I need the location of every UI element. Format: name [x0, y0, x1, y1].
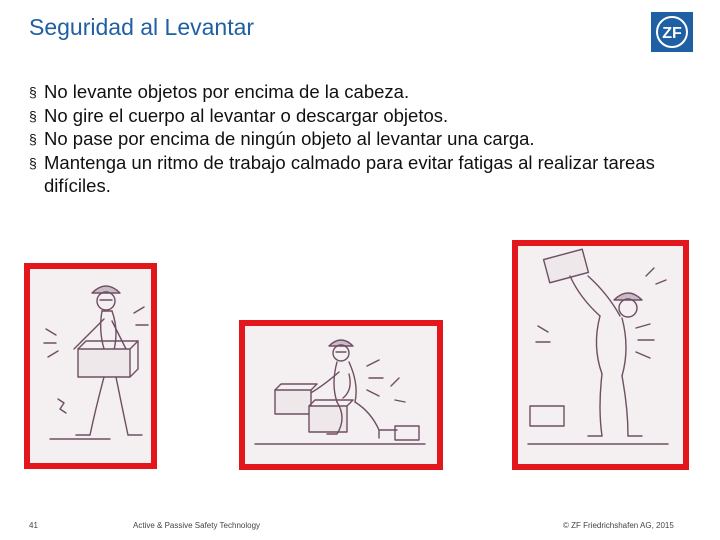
bullet-marker: §: [29, 84, 37, 100]
worker-twisting-illustration: [24, 263, 157, 469]
slide-title: Seguridad al Levantar: [29, 14, 255, 40]
footer-center-text: Active & Passive Safety Technology: [133, 521, 261, 530]
footer-copyright: © ZF Friedrichshafen AG, 2015: [563, 521, 674, 530]
bullet-item: [29, 80, 699, 104]
zf-logo: [651, 12, 693, 52]
page-number: 41: [29, 521, 38, 530]
bullet-item: [29, 104, 699, 128]
bullet-marker: §: [29, 154, 37, 171]
worker-kneeling-illustration-icon: [245, 326, 437, 464]
svg-text:ZF: ZF: [662, 25, 682, 42]
bullet-item: [29, 151, 699, 198]
bullet-text: No gire el cuerpo al levantar o descargar objetos.: [44, 104, 449, 126]
bullet-text: No levante objetos por encima de la cabeza.: [44, 81, 410, 102]
bullet-list: [29, 80, 699, 198]
bullet-marker: §: [29, 107, 37, 124]
worker-overhead-illustration-icon: [518, 246, 683, 464]
worker-overhead-illustration: [512, 240, 689, 470]
bullet-item: [29, 127, 699, 151]
bullet-text: No pase por encima de ningún objeto al levantar una carga.: [44, 128, 535, 149]
bullet-text: Mantenga un ritmo de trabajo calmado para evitar fatigas al realizar tareas difíciles.: [44, 151, 655, 196]
bullet-marker: §: [29, 131, 37, 147]
worker-lifting-illustration-icon: [30, 269, 151, 463]
worker-stepping-illustration: [239, 320, 443, 470]
